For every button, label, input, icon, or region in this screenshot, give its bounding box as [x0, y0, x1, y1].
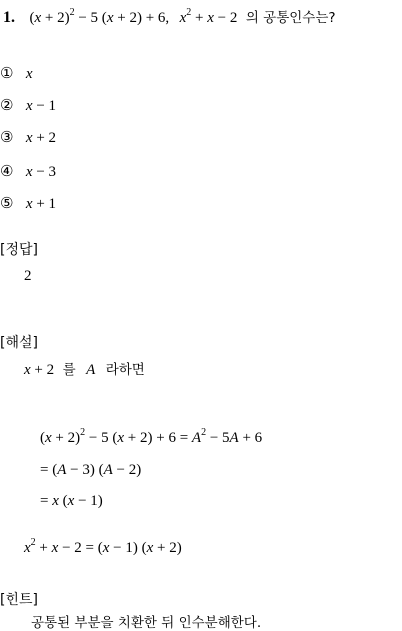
option-5[interactable] — [0, 194, 56, 213]
option-4[interactable] — [0, 162, 56, 181]
solution-intro-var: A — [86, 362, 96, 378]
option-marker: ⑤ — [0, 194, 14, 212]
option-value: x − 1 — [25, 98, 57, 114]
solution-intro — [24, 358, 145, 379]
question-number: 1. — [3, 9, 15, 26]
option-value: x + 2 — [25, 130, 57, 146]
option-marker: ④ — [0, 162, 14, 180]
solution-line-2: = (A − 3) (A − 2) — [40, 462, 142, 478]
solution-line-4: $x^2 + x - 2 = (x - 1) (x + 2)$ — [24, 537, 182, 556]
solution-intro-expr: x + 2 — [24, 362, 55, 378]
option-3[interactable] — [0, 128, 56, 147]
solution-line-3: = x (x − 1) — [40, 493, 103, 509]
answer-value: 2 — [24, 268, 32, 284]
option-marker: ② — [0, 96, 14, 114]
hint-text: 공통된 부분을 치환한 뒤 인수분해한다. — [31, 615, 262, 631]
option-value: x — [25, 66, 33, 82]
option-value: x + 1 — [25, 196, 57, 212]
option-marker: ① — [0, 64, 14, 82]
hint-label: [힌트] — [0, 592, 38, 608]
option-marker: ③ — [0, 128, 14, 146]
solution-intro-text-2: 라하면 — [105, 362, 145, 378]
question-text: 의 공통인수는? — [245, 10, 336, 26]
option-1[interactable] — [0, 64, 33, 83]
option-value: x − 3 — [25, 164, 57, 180]
solution-label: [해설] — [0, 335, 38, 351]
answer-label: [정답] — [0, 242, 38, 258]
solution-intro-text-1: 를 — [62, 362, 76, 378]
question-expr-1: $(x + 2)^2 - 5$ (x + 2) + 6, — [29, 7, 170, 26]
question-expr-2: $x^2 + x - 2$ — [179, 7, 238, 26]
question-line — [3, 6, 336, 27]
solution-line-1: $(x + 2)^2 - 5$ $(x + 2) + 6 = A^2 - 5A + 6$ — [40, 427, 263, 446]
option-2[interactable] — [0, 96, 56, 115]
